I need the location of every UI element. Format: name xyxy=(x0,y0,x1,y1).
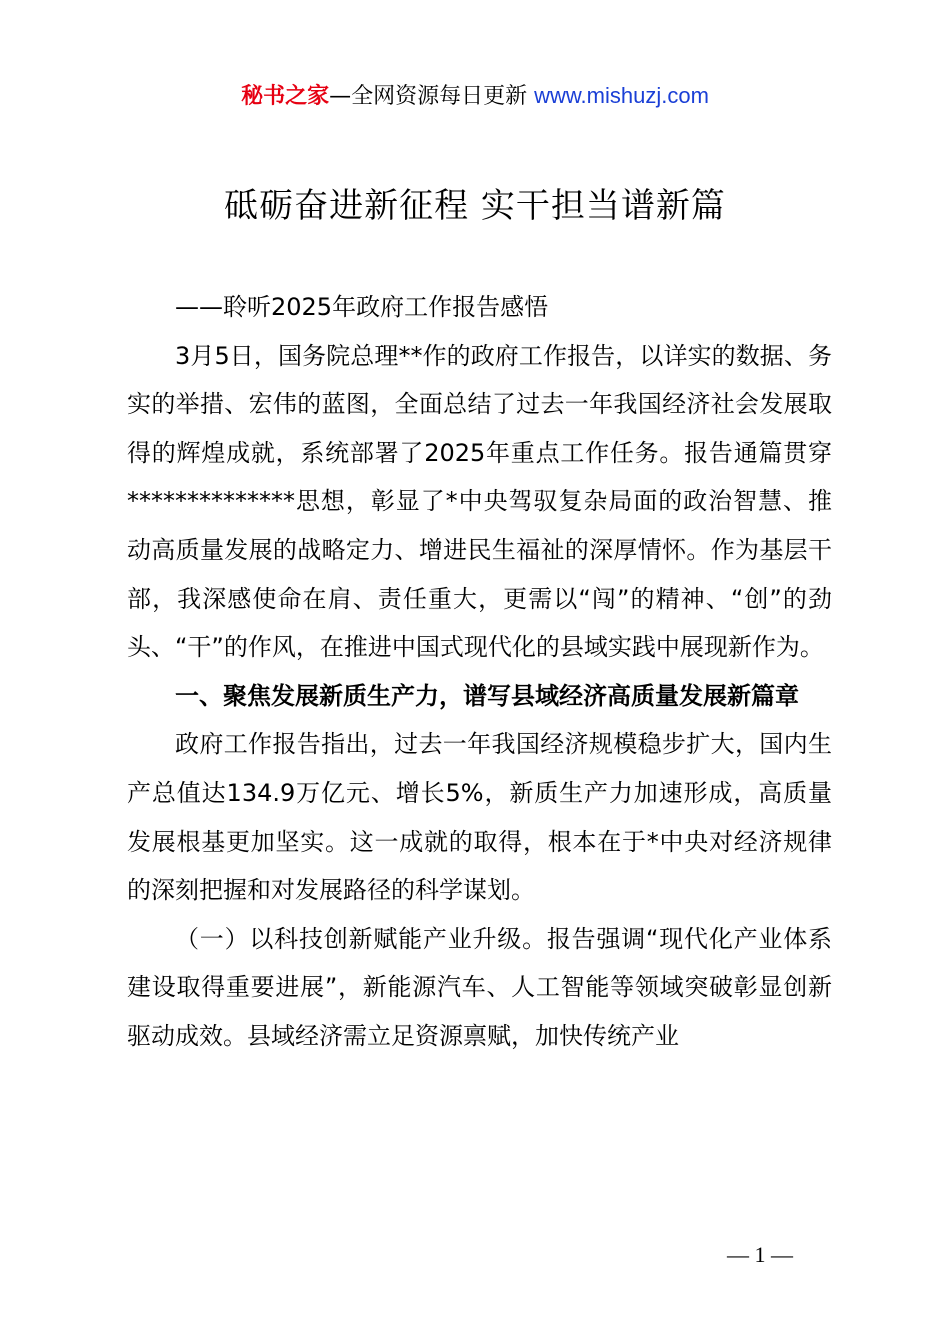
body-paragraph: 政府工作报告指出，过去一年我国经济规模稳步扩大，国内生产总值达134.9万亿元、增长5%，新质生产力加速形成，高质量发展根基更加坚实。这一成就的取得，根本在于*中央对经济规律的深刻把握和对发展路径的科学谋划。 xyxy=(127,730,832,905)
document-body xyxy=(127,283,832,1061)
site-tagline: —全网资源每日更新 xyxy=(329,84,535,109)
intro-paragraph: 3月5日，国务院总理**作的政府工作报告，以详实的数据、务实的举措、宏伟的蓝图，全面总结了过去一年我国经济社会发展取得的辉煌成就，系统部署了2025年重点工作任务。报告通篇贯穿**************思想，彰显了*中央驾驭复杂局面的政治智慧、推动高质量发展的战略定力、增进民生福祉的深厚情怀。作为基层干部，我深感使命在肩、责任重大，更需以“闯”的精神、“创”的劲头、“干”的作风，在推进中国式现代化的县域实践中展现新作为。 xyxy=(127,341,832,662)
section-heading: 一、聚焦发展新质生产力，谱写县域经济高质量发展新篇章 xyxy=(175,681,799,710)
body-paragraph: （一）以科技创新赋能产业升级。报告强调“现代化产业体系建设取得重要进展”，新能源汽车、人工智能等领域突破彰显创新驱动成效。县域经济需立足资源禀赋，加快传统产业 xyxy=(127,924,832,1050)
site-brand-name: 秘书之家 xyxy=(241,84,330,109)
document-title: 砥砺奋进新征程 实干担当谱新篇 xyxy=(224,186,726,226)
page-number: — 1 — xyxy=(727,1242,793,1267)
subtitle-paragraph: ——聆听2025年政府工作报告感悟 xyxy=(175,293,549,321)
site-url-link[interactable]: www.mishuzj.com xyxy=(534,83,709,108)
site-banner xyxy=(0,80,950,113)
